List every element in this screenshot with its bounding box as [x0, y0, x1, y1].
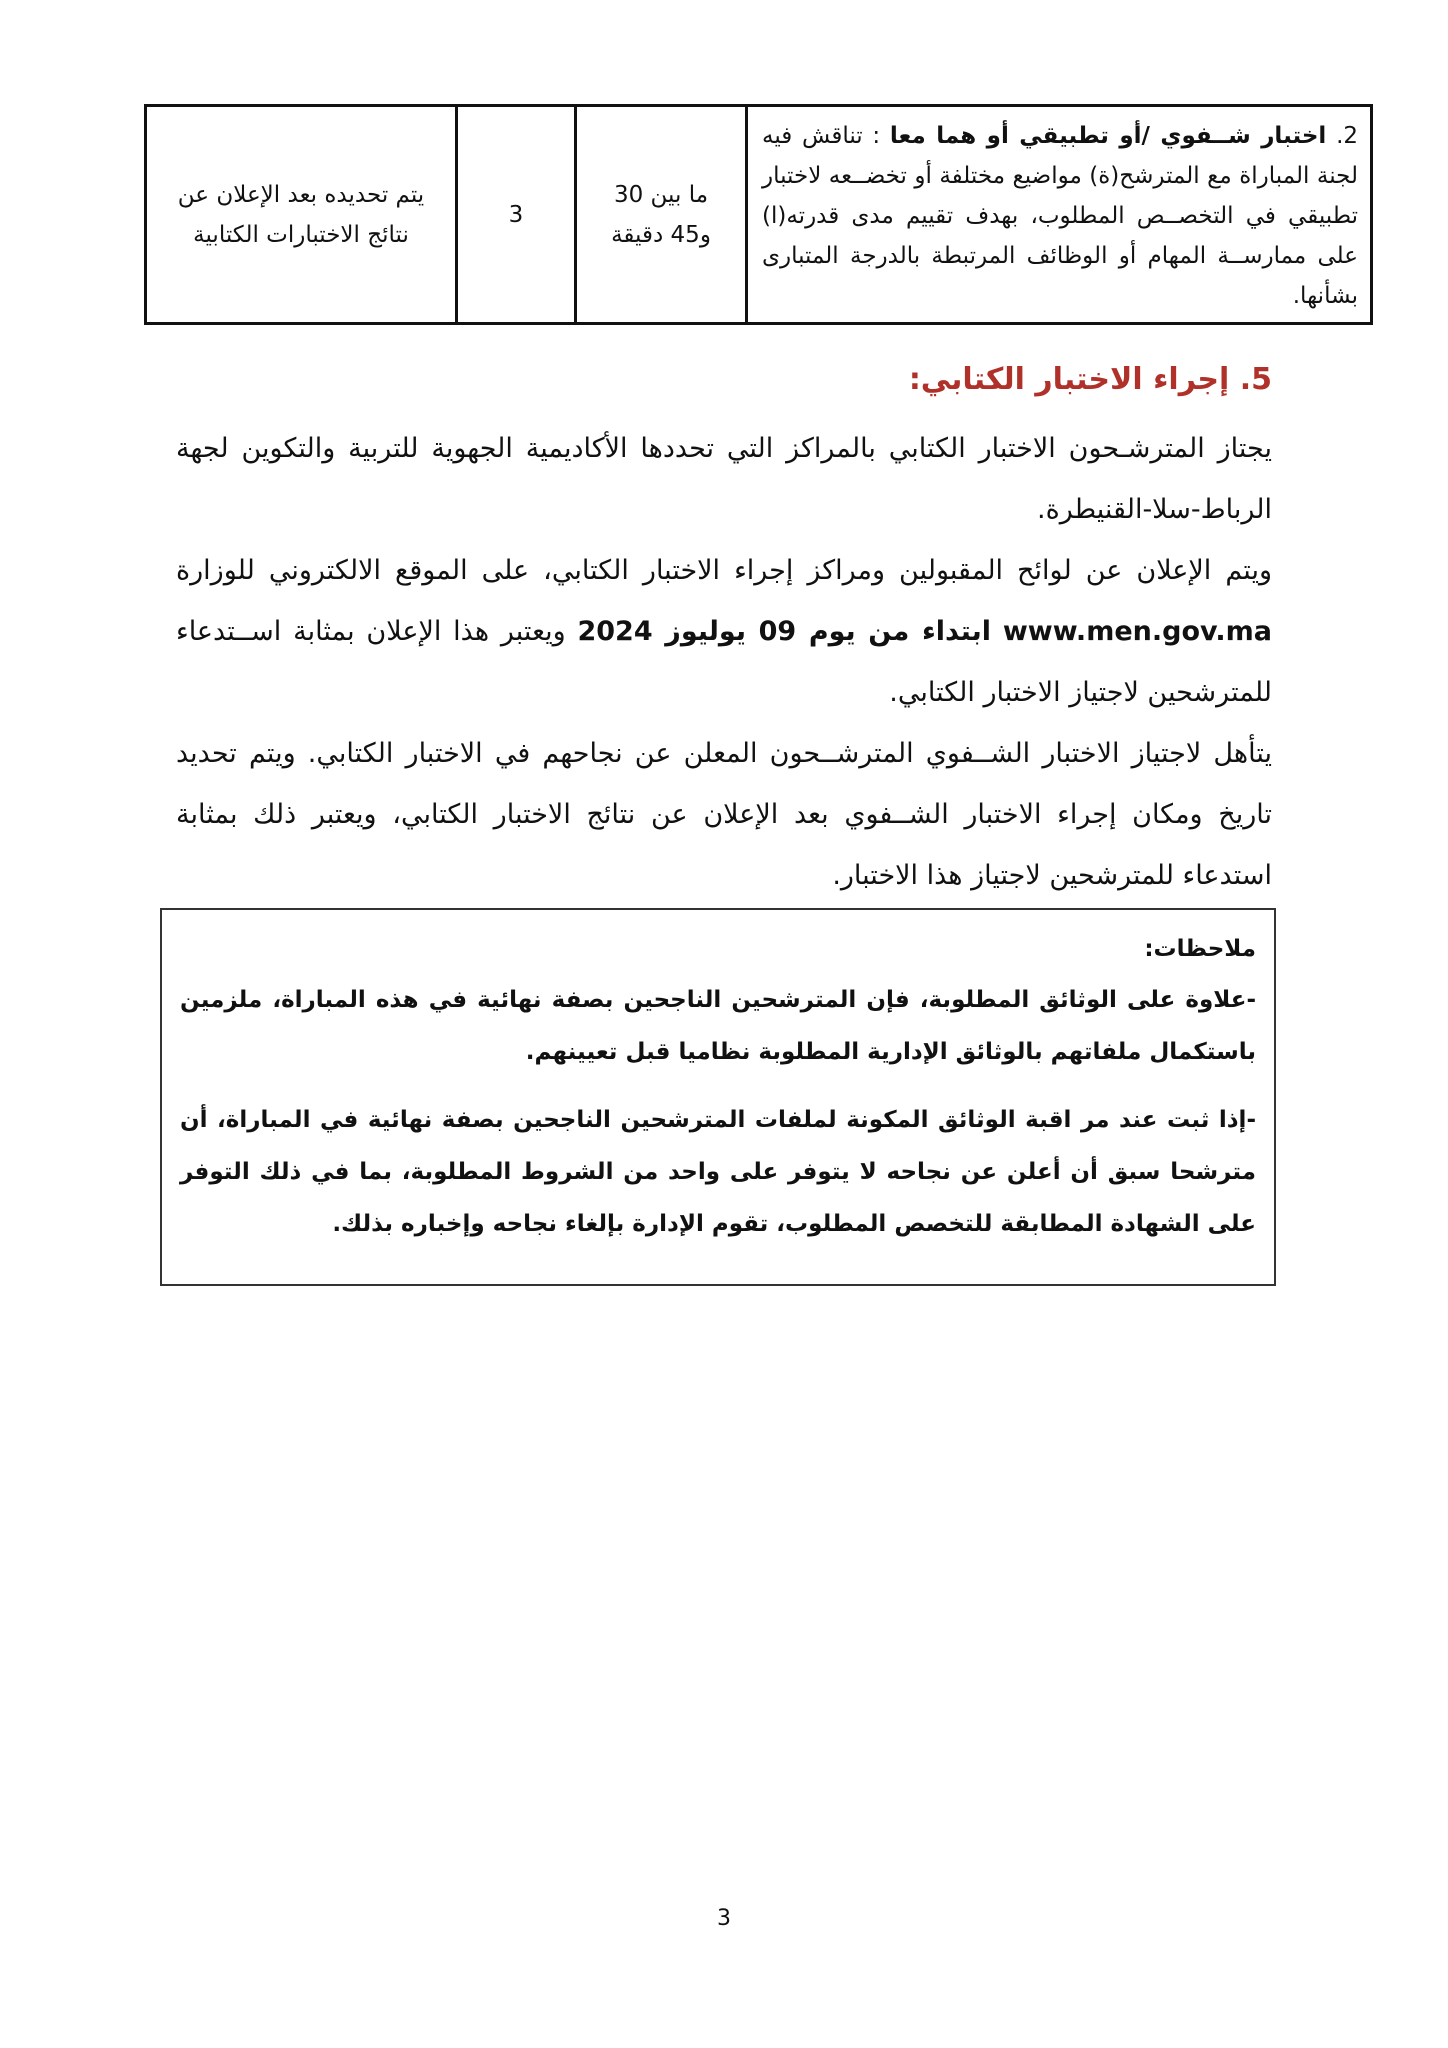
section-body — [176, 418, 1272, 906]
notes-box — [160, 908, 1276, 1286]
exam-number: 2. — [1336, 122, 1359, 149]
exam-date-note-cell: يتم تحديده بعد الإعلان عن نتائج الاختبارات الكتابية — [146, 106, 457, 324]
paragraph-oral-exam: يتأهل لاجتياز الاختبار الشــفوي المترشــحون المعلن عن نجاحهم في الاختبار الكتابي. ويتم تحديد تاريخ ومكان إجراء الاختبار الشــفوي بعد الإعلان عن نتائج الاختبار الكتابي، ويعتبر ذلك بمثابة استدعاء للمترشحين لاجتياز هذا الاختبار. — [176, 738, 1272, 891]
exam-description: : تناقش فيه لجنة المباراة مع المترشح(ة) مواضيع مختلفة أو تخضــعه لاختبار تطبيقي في التخصــص المطلوب، بهدف تقييم مدى قدرته(ا) على ممارســة المهام أو الوظائف المرتبطة بالدرجة المتبارى بشأنها. — [762, 122, 1358, 309]
exam-duration-cell — [576, 106, 747, 324]
note-documents: -علاوة على الوثائق المطلوبة، فإن المترشحين الناجحين بصفة نهائية في هذه المباراة، ملزمين باستكمال ملفاتهم بالوثائق الإدارية المطلوبة نظاميا قبل تعيينهم. — [180, 987, 1256, 1065]
notes-title: ملاحظات: — [1144, 936, 1256, 962]
section-heading: 5. إجراء الاختبار الكتابي: — [908, 362, 1272, 397]
announcement-text-end: ويعتبر هذا الإعلان بمثابة اســتدعاء للمترشحين لاجتياز الاختبار الكتابي. — [176, 616, 1272, 708]
announcement-date: ابتداء من يوم 09 يوليوز 2024 — [577, 616, 992, 647]
announcement-text: ويتم الإعلان عن لوائح المقبولين ومراكز إجراء الاختبار الكتابي، على الموقع الالكتروني للوزارة — [176, 555, 1272, 586]
exam-coefficient-cell: 3 — [457, 106, 576, 324]
exam-type: اختبار شــفوي /أو تطبيقي أو هما معا — [889, 122, 1327, 149]
duration-line-2: و45 دقيقة — [611, 221, 711, 248]
exam-table — [144, 104, 1373, 325]
table-row — [146, 106, 1372, 324]
note-verification: -إذا ثبت عند مر اقبة الوثائق المكونة لملفات المترشحين الناجحين بصفة نهائية في المباراة، أن مترشحا سبق أن أعلن عن نجاحه لا يتوفر على واحد من الشروط المطلوبة، بما في ذلك التوفر على الشهادة المطابقة للتخصص المطلوب، تقوم الإدارة بإلغاء نجاحه وإخباره بذلك. — [180, 1107, 1256, 1237]
page-number: 3 — [717, 1906, 731, 1931]
paragraph-exam-centers: يجتاز المترشـحون الاختبار الكتابي بالمراكز التي تحددها الأكاديمية الجهوية للتربية والتكوين لجهة الرباط-سلا-القنيطرة. — [176, 433, 1272, 525]
duration-line-1: ما بين 30 — [613, 181, 709, 208]
paragraph-announcement — [176, 540, 1272, 723]
exam-description-cell — [747, 106, 1372, 324]
ministry-website-link[interactable]: www.men.gov.ma — [1002, 616, 1272, 647]
